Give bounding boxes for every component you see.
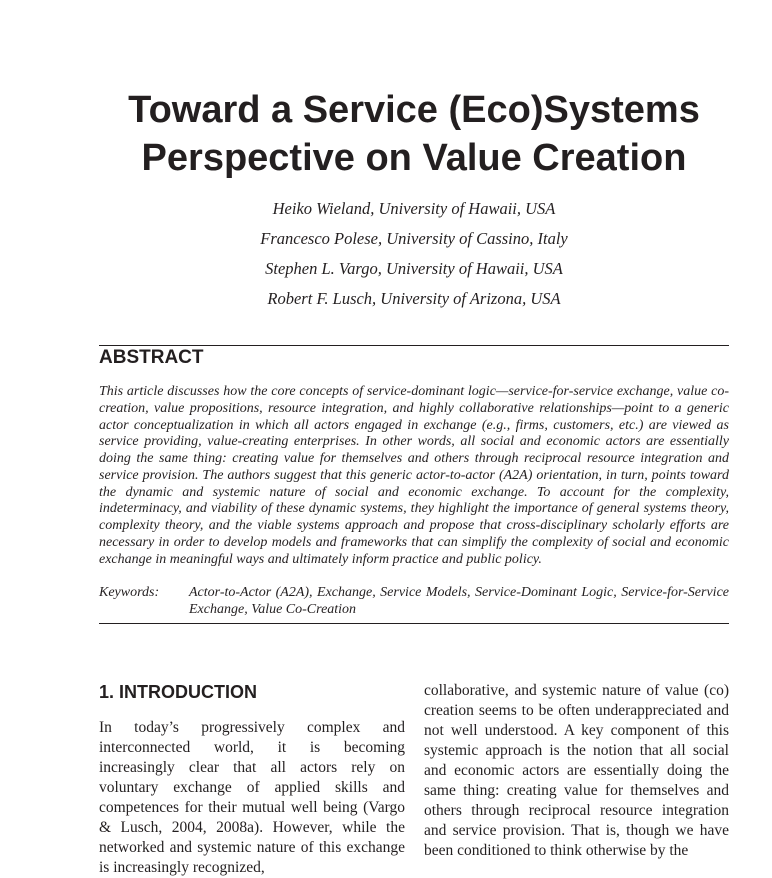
author-list [99, 196, 729, 316]
abstract-heading: ABSTRACT [99, 347, 204, 368]
article-title-line-1: Toward a Service (Eco)Systems [128, 89, 700, 131]
left-column [99, 680, 405, 878]
author-line: Stephen L. Vargo, University of Hawaii, USA [265, 259, 563, 278]
abstract-bottom-rule [99, 623, 729, 624]
section-heading-introduction: 1. INTRODUCTION [99, 682, 258, 702]
keywords-list: Actor-to-Actor (A2A), Exchange, Service Models, Service-Dominant Logic, Service-for-Service Exchange, Value Co-Creation [189, 585, 729, 617]
introduction-paragraph-continued: collaborative, and systemic nature of value (co) creation seems to be often underappreciated and not well understood. A key component of this systemic approach is the notion that all social and economic actors are essentially doing the same thing: creating value for themselves and others through reciprocal resource integration and service provision. That is, though we have been conditioned to think otherwise by the [424, 682, 729, 859]
author-line: Robert F. Lusch, University of Arizona, USA [267, 289, 561, 308]
introduction-paragraph: In today’s progressively complex and interconnected world, it is becoming increasingly clear that all actors rely on voluntary exchange of applied skills and competences for their mutual well being (Vargo & Lusch, 2004, 2008a). However, while the networked and systemic nature of this exchange is increasingly recognized, [99, 719, 405, 876]
article-title-line-2: Perspective on Value Creation [141, 137, 687, 179]
article-title [99, 86, 729, 182]
author-line: Francesco Polese, University of Cassino, Italy [260, 229, 568, 248]
right-column [424, 680, 729, 861]
keywords-label: Keywords: [99, 585, 160, 600]
abstract-text: This article discusses how the core concepts of service-dominant logic—service-for-service exchange, value co-creation, value propositions, resource integration, and highly collaborative relationships—point to a generic actor conceptualization in which all actors engaged in exchange (e.g., firms, customers, etc.) are viewed as service providing, value-creating enterprises. In other words, all social and economic actors are essentially doing the same thing: creating value for themselves and others through reciprocal resource integration and service provision. The authors suggest that this generic actor-to-actor (A2A) orientation, in turn, points toward the dynamic and systemic nature of social and economic exchange. To account for the complexity, indeterminacy, and viability of these dynamic systems, they highlight the importance of general systems theory, complexity theory, and the viable systems approach and propose that cross-disciplinary scholarly efforts are necessary in order to develop models and frameworks that can simplify the complexity of social and economic exchange in meaningful ways and ultimately inform practice and public policy. [99, 384, 729, 567]
keywords-block [99, 584, 729, 618]
author-line: Heiko Wieland, University of Hawaii, USA [272, 199, 556, 218]
